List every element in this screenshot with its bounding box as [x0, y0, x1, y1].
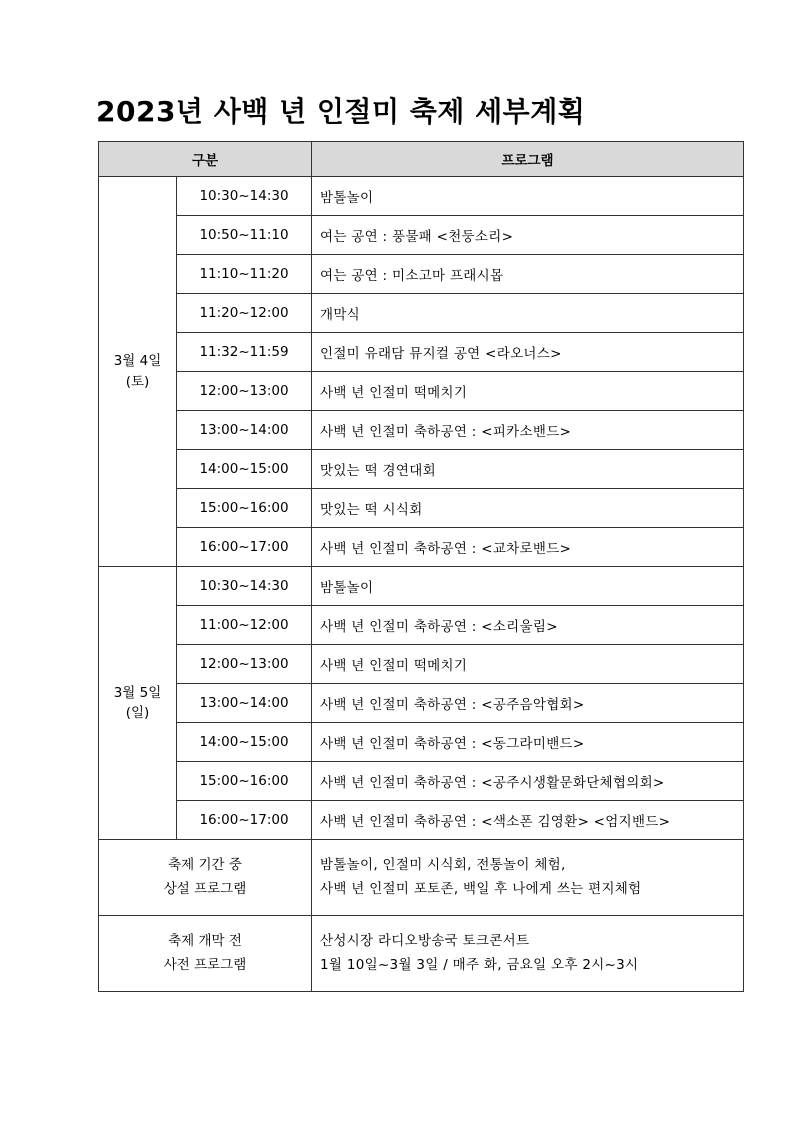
program-cell: 사백 년 인절미 떡메치기: [312, 645, 744, 684]
program-cell: 사백 년 인절미 축하공연 : <피카소밴드>: [312, 411, 744, 450]
time-cell: 10:50~11:10: [177, 216, 312, 255]
page-title: 2023년 사백 년 인절미 축제 세부계획: [96, 95, 586, 128]
time-cell: 15:00~16:00: [177, 762, 312, 801]
time-cell: 12:00~13:00: [177, 645, 312, 684]
table-row: [99, 333, 744, 372]
table-row: [99, 528, 744, 567]
table-row: [99, 450, 744, 489]
header-program: 프로그램: [312, 142, 744, 177]
program-cell: 밤톨놀이: [312, 567, 744, 606]
date-label: 3월 4일: [113, 353, 162, 370]
time-cell: 11:00~12:00: [177, 606, 312, 645]
table-row-permanent-program: [99, 840, 744, 916]
date-cell: [99, 177, 177, 567]
weekday-label: (토): [125, 373, 150, 390]
time-cell: 15:00~16:00: [177, 489, 312, 528]
time-cell: 11:20~12:00: [177, 294, 312, 333]
schedule-table: [98, 141, 744, 992]
table-row: [99, 489, 744, 528]
program-cell: 사백 년 인절미 축하공연 : <공주음악협회>: [312, 684, 744, 723]
table-row: [99, 801, 744, 840]
table-row: [99, 255, 744, 294]
table-row: [99, 177, 744, 216]
time-cell: 10:30~14:30: [177, 177, 312, 216]
program-cell: 사백 년 인절미 축하공연 : <교차로밴드>: [312, 528, 744, 567]
table-row: [99, 567, 744, 606]
table-row: [99, 411, 744, 450]
time-cell: 16:00~17:00: [177, 528, 312, 567]
extra-program-cell: [312, 840, 744, 916]
time-cell: 12:00~13:00: [177, 372, 312, 411]
extra-program-line: 산성시장 라디오방송국 토크콘서트: [320, 932, 530, 949]
schedule-body: [99, 177, 744, 992]
extra-label-line: 축제 개막 전: [168, 932, 242, 949]
extra-label-line: 사전 프로그램: [163, 956, 247, 973]
extra-label-cell: [99, 840, 312, 916]
extra-program-cell: [312, 916, 744, 992]
table-row: [99, 762, 744, 801]
table-row-pre-program: [99, 916, 744, 992]
table-row: [99, 684, 744, 723]
time-cell: 14:00~15:00: [177, 723, 312, 762]
date-label: 3월 5일: [113, 684, 162, 701]
program-cell: 인절미 유래담 뮤지컬 공연 <라오너스>: [312, 333, 744, 372]
extra-program-line: 1월 10일~3월 3일 / 매주 화, 금요일 오후 2시~3시: [320, 956, 639, 973]
table-row: [99, 294, 744, 333]
extra-label-cell: [99, 916, 312, 992]
time-cell: 11:32~11:59: [177, 333, 312, 372]
program-cell: 사백 년 인절미 축하공연 : <동그라미밴드>: [312, 723, 744, 762]
time-cell: 13:00~14:00: [177, 411, 312, 450]
program-cell: 맛있는 떡 시식회: [312, 489, 744, 528]
table-header-row: [99, 142, 744, 177]
time-cell: 16:00~17:00: [177, 801, 312, 840]
program-cell: 사백 년 인절미 축하공연 : <공주시생활문화단체협의회>: [312, 762, 744, 801]
program-cell: 사백 년 인절미 축하공연 : <색소폰 김영환> <엄지밴드>: [312, 801, 744, 840]
extra-label-line: 상설 프로그램: [163, 880, 247, 897]
date-cell: [99, 567, 177, 840]
time-cell: 11:10~11:20: [177, 255, 312, 294]
table-row: [99, 606, 744, 645]
table-row: [99, 723, 744, 762]
weekday-label: (일): [125, 705, 150, 721]
program-cell: 밤톨놀이: [312, 177, 744, 216]
table-row: [99, 645, 744, 684]
header-division: 구분: [99, 142, 312, 177]
program-cell: 여는 공연 : 미소고마 프래시몹: [312, 255, 744, 294]
time-cell: 14:00~15:00: [177, 450, 312, 489]
program-cell: 개막식: [312, 294, 744, 333]
extra-program-line: 밤톨놀이, 인절미 시식회, 전통놀이 체험,: [320, 856, 566, 873]
table-row: [99, 216, 744, 255]
program-cell: 사백 년 인절미 떡메치기: [312, 372, 744, 411]
table-row: [99, 372, 744, 411]
program-cell: 사백 년 인절미 축하공연 : <소리울림>: [312, 606, 744, 645]
time-cell: 13:00~14:00: [177, 684, 312, 723]
extra-label-line: 축제 기간 중: [168, 856, 242, 873]
program-cell: 여는 공연 : 풍물패 <천둥소리>: [312, 216, 744, 255]
time-cell: 10:30~14:30: [177, 567, 312, 606]
program-cell: 맛있는 떡 경연대회: [312, 450, 744, 489]
extra-program-line: 사백 년 인절미 포토존, 백일 후 나에게 쓰는 편지체험: [320, 880, 642, 897]
